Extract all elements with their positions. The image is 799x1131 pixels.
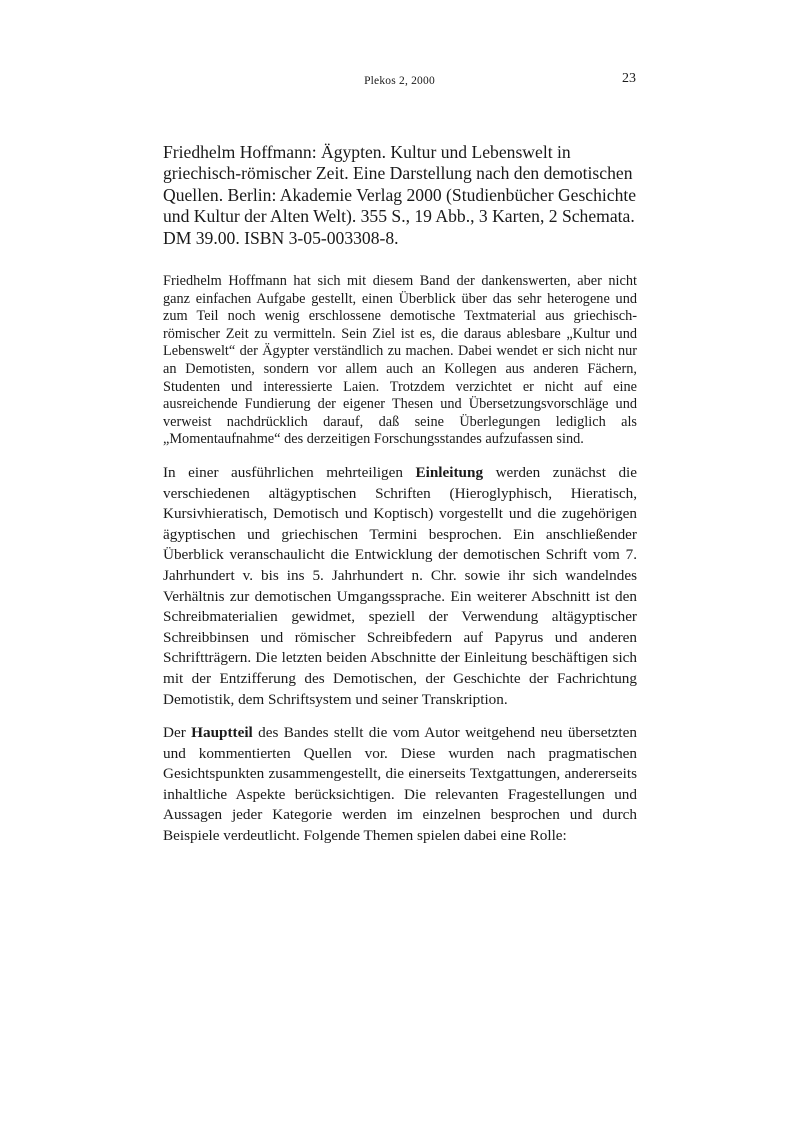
paragraph-text: In einer ausführlichen mehrteiligen <box>163 463 416 481</box>
paragraph-text: werden zunächst die verschiedenen altägyptischen Schriften (Hieroglyphisch, Hieratisch, Kursivhieratisch, Demotisch und Koptisch) vorgestellt und die zugehörigen ägyptischen und griechischen Termini besprochen. Ein anschließender Überblick veranschaulicht die Entwicklung der demotischen Schrift vom 7. Jahrhundert v. bis ins 5. Jahrhundert n. Chr. sowie ihr sich wandelndes Verhältnis zur demotischen Umgangssprache. Ein weiterer Abschnitt ist den Schreibmaterialien gewidmet, speziell der Verwendung altägyptischer Schreibbinsen und römischer Schreibfedern auf Papyrus und anderen Schriftträgern. Die letzten beiden Abschnitte der Einleitung beschäftigen sich mit der Entzifferung des Demotischen, der Geschichte der Fachrichtung Demotistik, dem Schriftsystem und seiner Transkription. <box>163 463 637 708</box>
running-header <box>0 70 799 90</box>
bold-term-einleitung: Einleitung <box>415 463 484 481</box>
paragraph-main-part <box>163 723 637 847</box>
page-number: 23 <box>622 71 636 86</box>
bold-term-hauptteil: Hauptteil <box>191 724 253 742</box>
book-citation: Friedhelm Hoffmann: Ägypten. Kultur und Lebenswelt in griechisch-römischer Zeit. Eine Darstellung nach den demotischen Quellen. Berlin: Akademie Verlag 2000 (Studienbücher Geschichte und Kultur der Alten Welt). 355 S., 19 Abb., 3 Karten, 2 Schemata. DM 39.00. ISBN 3-05-003308-8. <box>163 142 637 248</box>
review-abstract: Friedhelm Hoffmann hat sich mit diesem Band der dankenswerten, aber nicht ganz einfachen Aufgabe gestellt, einen Überblick über das sehr heterogene und zum Teil noch wenig erschlossene demotische Textmaterial aus griechisch-römischer Zeit zu vermitteln. Sein Ziel ist es, die daraus ablesbare „Kultur und Lebenswelt“ der Ägypter verständlich zu machen. Dabei wendet er sich nicht nur an Demotisten, sondern vor allem auch an Kollegen aus anderen Fächern, Studenten und interessierte Laien. Trotzdem verzichtet er nicht auf eine ausreichende Fundierung der eigener Thesen und Übersetzungsvorschläge und verweist nachdrücklich darauf, daß seine Überlegungen lediglich als „Momentaufnahme“ des derzeitigen Forschungsstandes aufzufassen sind. <box>163 273 637 448</box>
paragraph-text: des Bandes stellt die vom Autor weitgehend neu übersetzten und kommentierten Quellen vor. Diese wurden nach pragmatischen Gesichtspunkten zusammengestellt, die einerseits Textgattungen, andererseits inhaltliche Aspekte berücksichtigen. Die relevanten Fragestellungen und Aussagen jeder Kategorie werden im einzelnen besprochen und durch Beispiele verdeutlicht. Folgende Themen spielen dabei eine Rolle: <box>163 724 637 845</box>
journal-title: Plekos 2, 2000 <box>364 75 435 87</box>
paragraph-introduction <box>163 463 637 710</box>
paragraph-text: Der <box>163 724 192 742</box>
article-body <box>163 142 637 860</box>
